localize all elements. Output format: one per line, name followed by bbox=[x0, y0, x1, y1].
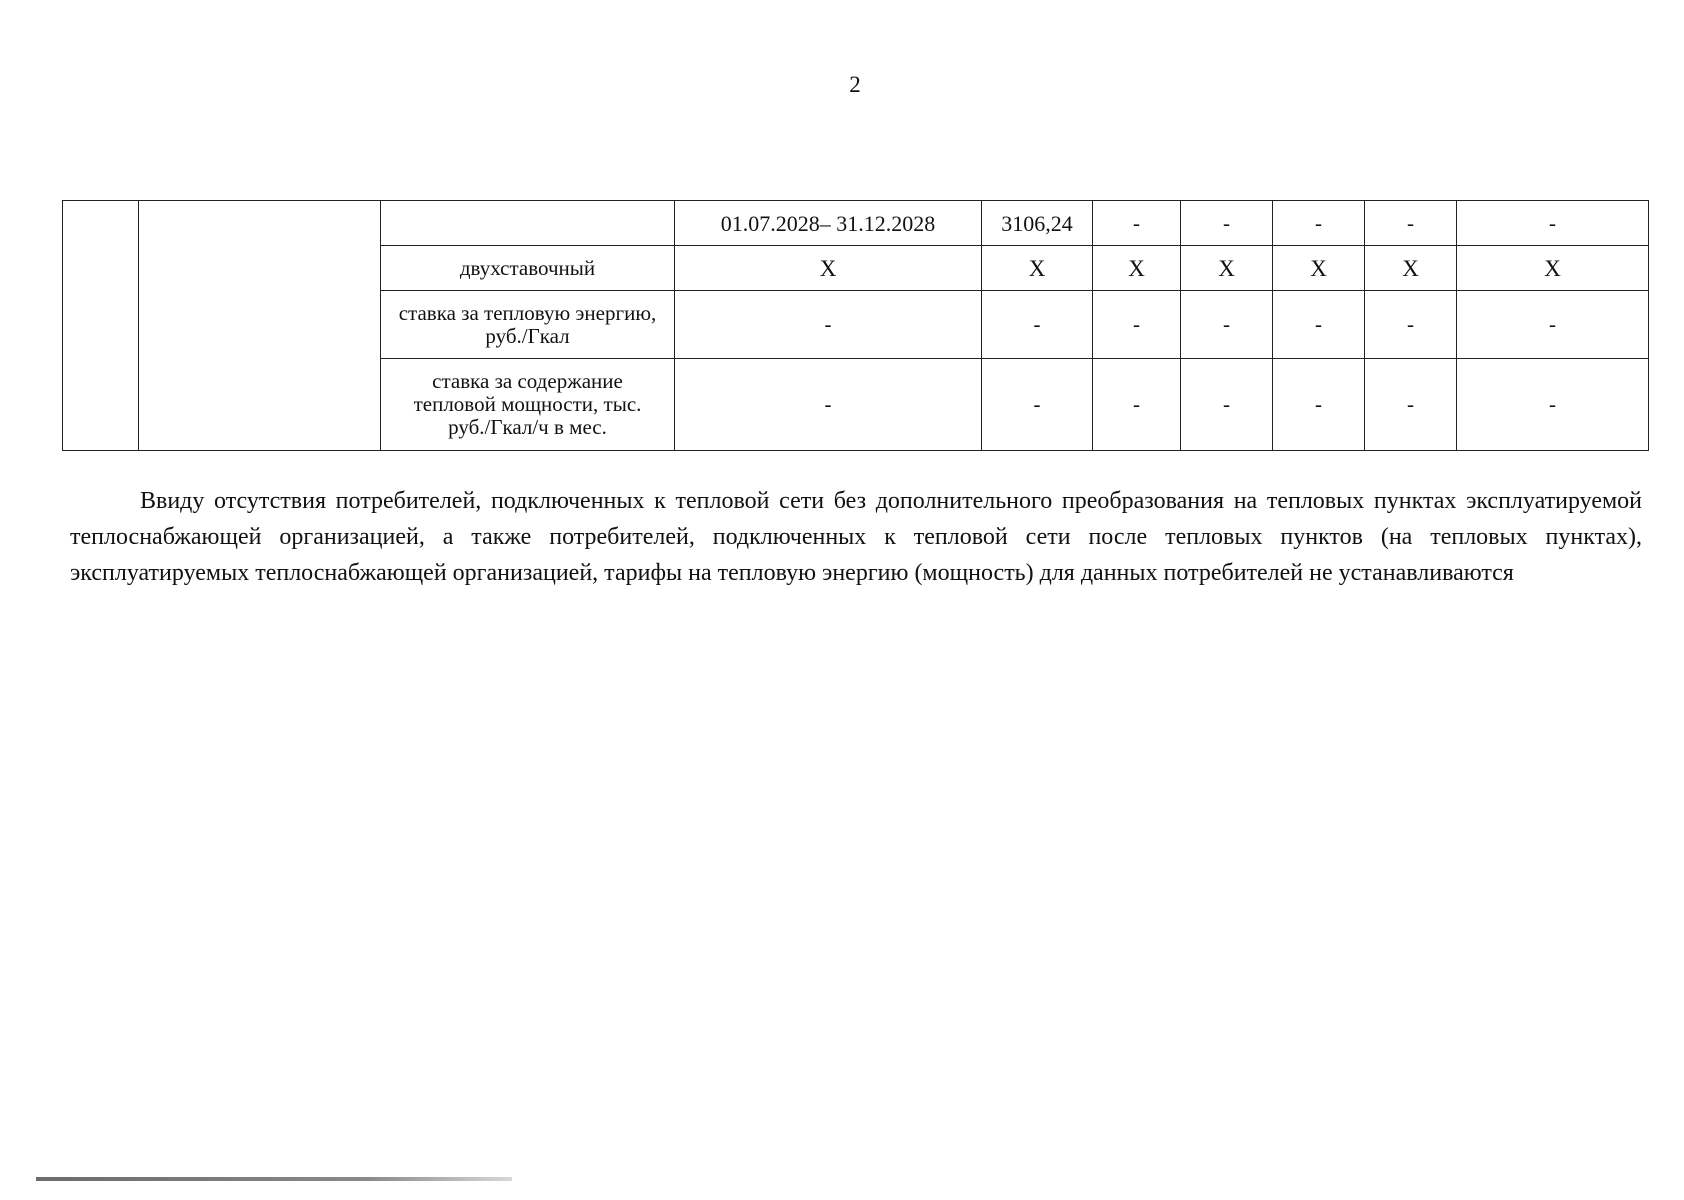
table-cell-value: - bbox=[1457, 291, 1649, 359]
table-cell-value: - bbox=[1365, 201, 1457, 246]
table-cell-value: - bbox=[1273, 201, 1365, 246]
table-cell-value: - bbox=[1273, 291, 1365, 359]
table-cell-value: - bbox=[1093, 291, 1181, 359]
note-paragraph: Ввиду отсутствия потребителей, подключенных к тепловой сети без дополнительного преобразования на тепловых пунктах эксплуатируемой теплоснабжающей организацией, а также потребителей, подключенных к тепловой сети после тепловых пунктов (на тепловых пунктах), эксплуатируемых теплоснабжающей организацией, тарифы на тепловую энергию (мощность) для данных потребителей не устанавливаются bbox=[70, 488, 1642, 586]
table-cell-value: - bbox=[982, 359, 1093, 451]
table-cell-value: - bbox=[1273, 359, 1365, 451]
table-cell-value: X bbox=[1365, 246, 1457, 291]
table-cell-value: - bbox=[1365, 291, 1457, 359]
table-cell-value: X bbox=[1181, 246, 1273, 291]
table-cell-tariff-type: ставка за тепловую энергию, руб./Гкал bbox=[381, 291, 675, 359]
table-cell-value: - bbox=[1093, 201, 1181, 246]
table-cell-value: - bbox=[982, 291, 1093, 359]
table-cell-organization bbox=[139, 201, 381, 451]
table-cell-period: - bbox=[675, 359, 982, 451]
table-cell-value: X bbox=[1273, 246, 1365, 291]
table-cell-value: - bbox=[1365, 359, 1457, 451]
table-cell-tariff-type: ставка за содержание тепловой мощности, тыс. руб./Гкал/ч в мес. bbox=[381, 359, 675, 451]
table-cell-tariff-type: двухставочный bbox=[381, 246, 675, 291]
table-cell-period: X bbox=[675, 246, 982, 291]
table-cell-period: 01.07.2028– 31.12.2028 bbox=[675, 201, 982, 246]
table-cell-value: - bbox=[1457, 359, 1649, 451]
table-cell-value: X bbox=[982, 246, 1093, 291]
table-cell-value: X bbox=[1093, 246, 1181, 291]
table-cell-value: - bbox=[1181, 359, 1273, 451]
table-cell-value: X bbox=[1457, 246, 1649, 291]
table-cell-value: - bbox=[1181, 201, 1273, 246]
table-cell-value: - bbox=[1457, 201, 1649, 246]
page-number: 2 bbox=[849, 72, 861, 97]
tariff-table bbox=[62, 200, 1649, 451]
table-cell-value: 3106,24 bbox=[982, 201, 1093, 246]
table-cell-period: - bbox=[675, 291, 982, 359]
table-cell-value: - bbox=[1093, 359, 1181, 451]
table-cell-number bbox=[63, 201, 139, 451]
footer-divider bbox=[36, 1177, 512, 1181]
table-cell-tariff-type bbox=[381, 201, 675, 246]
table-row bbox=[63, 201, 1649, 246]
table-cell-value: - bbox=[1181, 291, 1273, 359]
